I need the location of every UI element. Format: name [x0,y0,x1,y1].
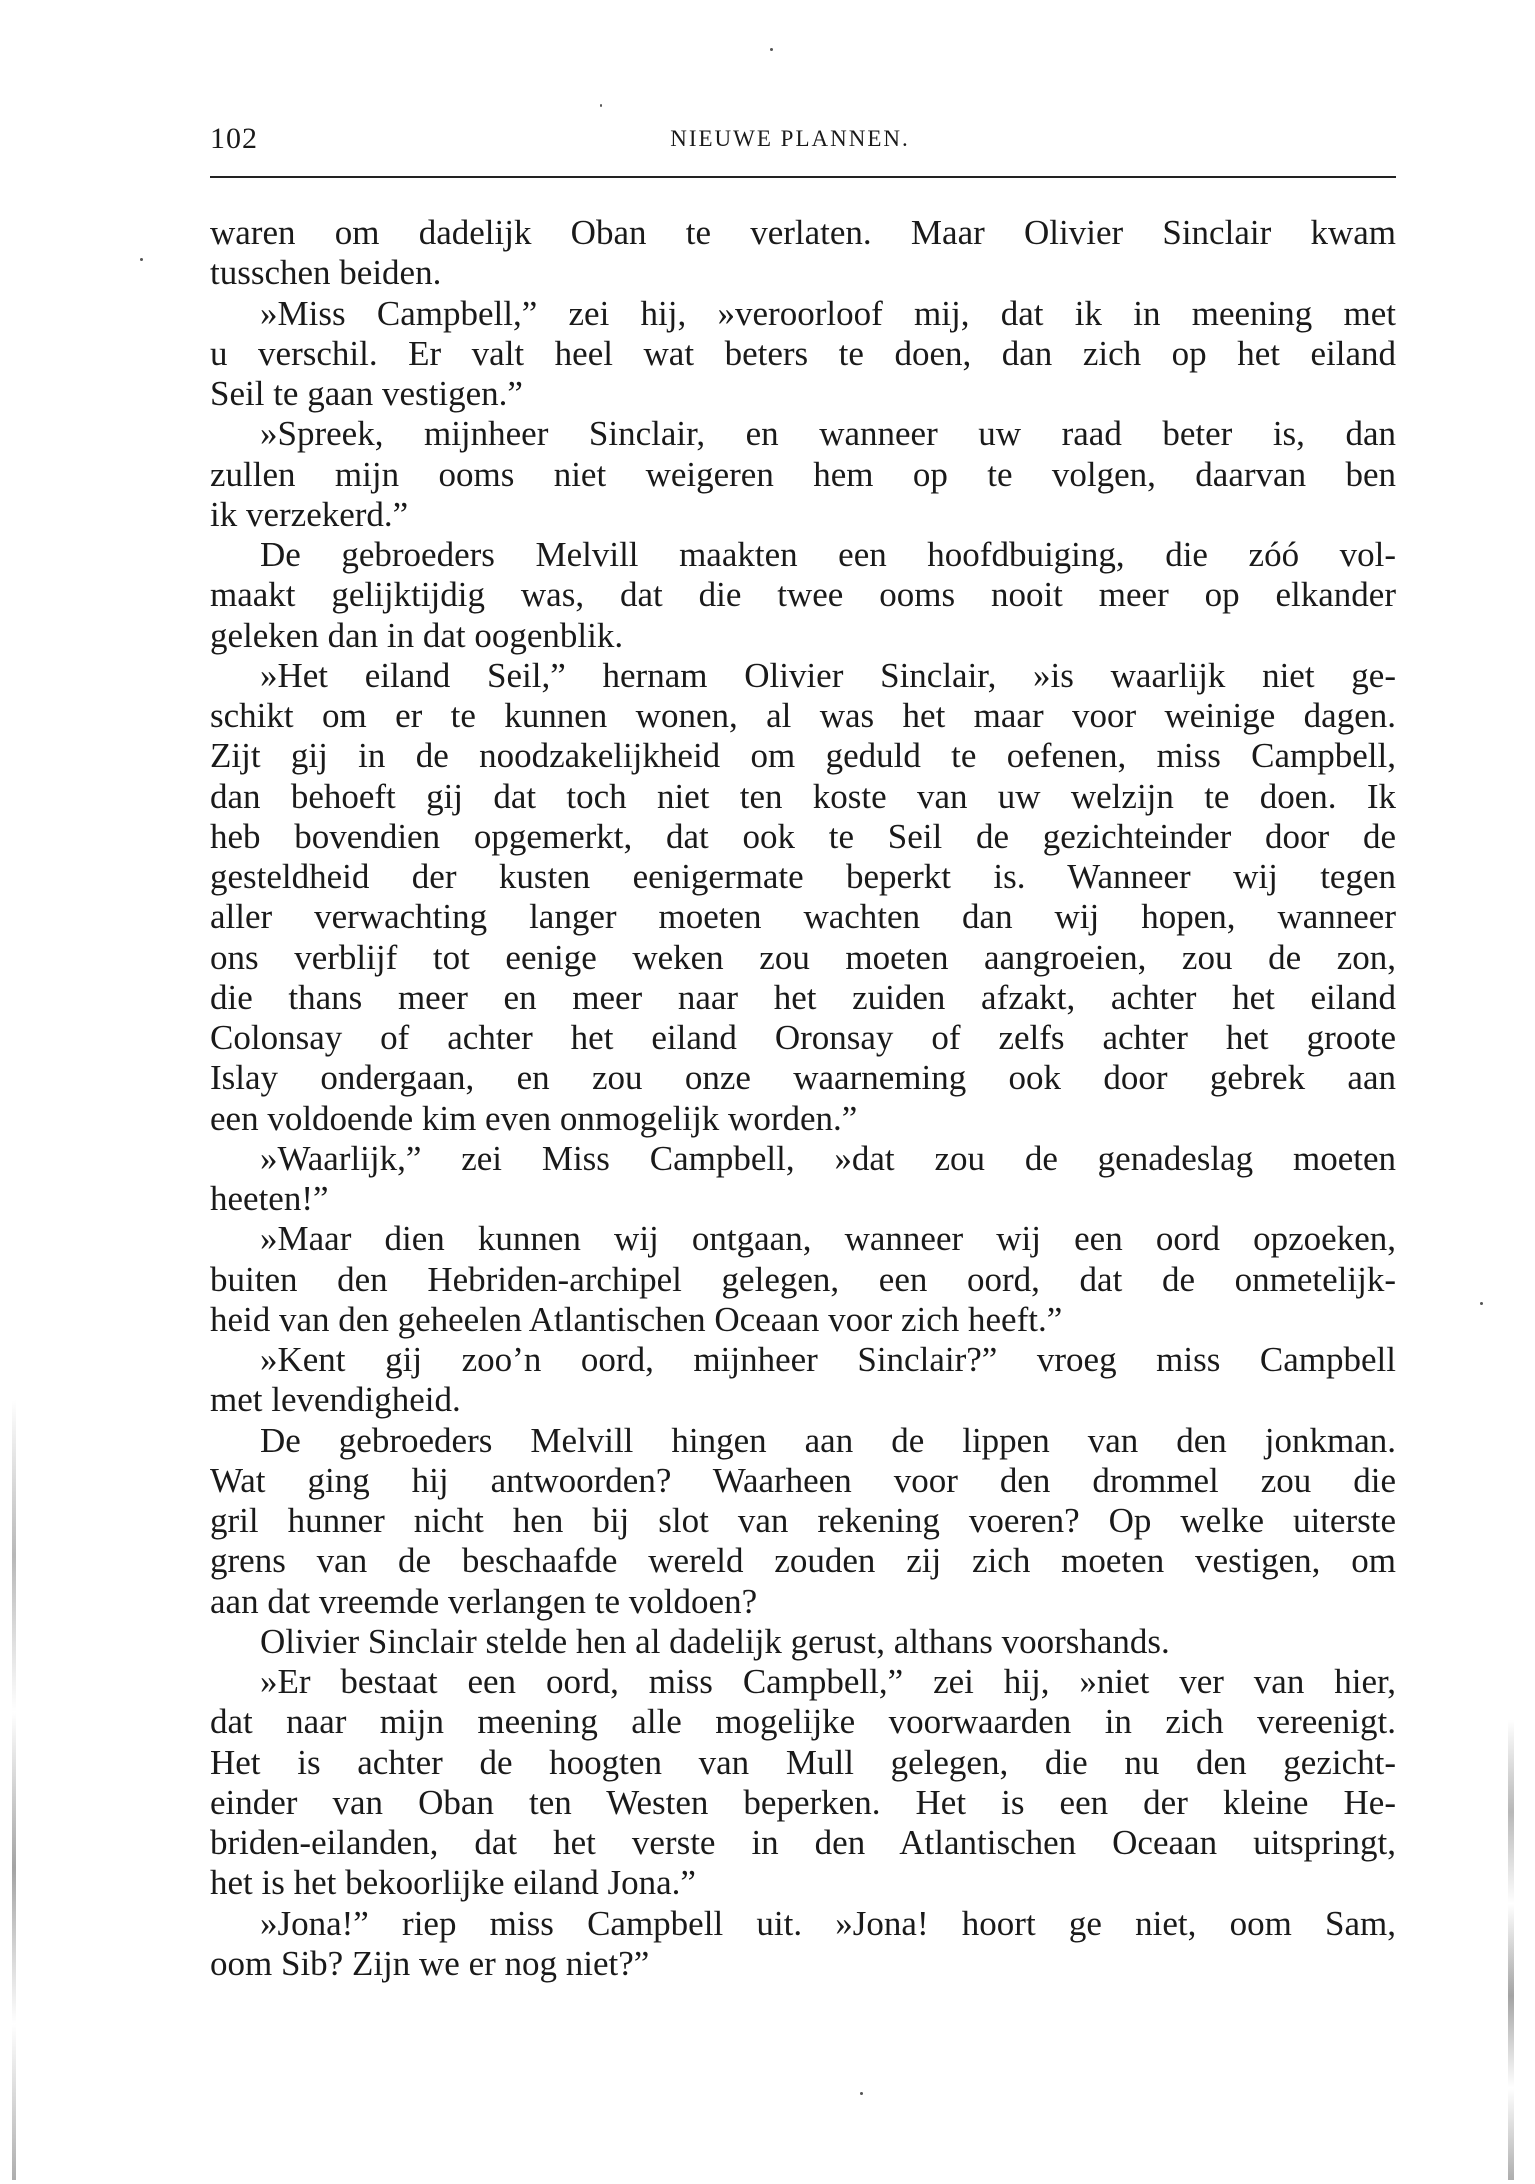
text-line: »Jona!” riep miss Campbell uit. »Jona! hoort ge niet, oom Sam, [260,1903,1396,1943]
running-head: NIEUWE PLANNEN. [670,126,910,151]
text-line: Colonsay of achter het eiland Oronsay of zelfs achter het groote [210,1018,1396,1057]
text-line: ik verzekerd.” [210,494,409,534]
text-line: waren om dadelijk Oban te verlaten. Maar Olivier Sinclair kwam [210,213,1396,252]
text-line: ons verblijf tot eenige weken zou moeten aangroeien, zou de zon, [210,937,1396,977]
text-line: »Waarlijk,” zei Miss Campbell, »dat zou de genadeslag moeten [260,1138,1396,1178]
paragraph [210,213,1396,294]
text-line: u verschil. Er valt heel wat beters te doen, dan zich op het eiland [210,333,1396,373]
text-line: heid van den geheelen Atlantischen Oceaan voor zich heeft.” [210,1299,1063,1339]
paragraph [210,535,1396,656]
paragraph [210,1139,1396,1220]
text-line: het is het bekoorlijke eiland Jona.” [210,1863,696,1903]
text-line: gril hunner nicht hen bij slot van rekening voeren? Op welke uiterste [210,1501,1396,1540]
text-line: Islay ondergaan, en zou onze waarneming ook door gebrek aan [210,1058,1396,1098]
text-line: oom Sib? Zijn we er nog niet?” [210,1943,650,1983]
paragraph [210,1662,1396,1904]
scan-speck [860,2092,863,2095]
text-line: heeten!” [210,1179,329,1218]
text-line: met levendigheid. [210,1380,461,1420]
text-line: »Kent gij zoo’n oord, mijnheer Sinclair?” vroeg miss Campbell [260,1340,1396,1379]
scan-edge-left [12,1400,16,2180]
header-rule [210,176,1396,178]
text-line: zullen mijn ooms niet weigeren hem op te volgen, daarvan ben [210,454,1396,494]
scan-speck [140,258,143,261]
page-number: 102 [210,122,258,155]
paragraph [210,294,1396,415]
text-line: einder van Oban ten Westen beperken. Het is een der kleine He- [210,1782,1396,1822]
text-line: Seil te gaan vestigen.” [210,374,523,413]
text-line: aan dat vreemde verlangen te voldoen? [210,1581,758,1621]
text-line: een voldoende kim even onmogelijk worden.” [210,1098,858,1138]
text-line: Olivier Sinclair stelde hen al dadelijk gerust, althans voorshands. [260,1621,1170,1661]
text-line: die thans meer en meer naar het zuiden afzakt, achter het eiland [210,977,1396,1017]
text-line: geleken dan in dat oogenblik. [210,615,624,655]
paragraph [210,1219,1396,1340]
text-line: De gebroeders Melvill maakten een hoofdbuiging, die zóó vol- [260,535,1396,574]
text-line: aller verwachting langer moeten wachten dan wij hopen, wanneer [210,897,1396,937]
text-line: »Miss Campbell,” zei hij, »veroorloof mij, dat ik in meening met [260,293,1396,333]
paragraph [210,414,1396,535]
text-line: tusschen beiden. [210,253,442,293]
paragraph [210,1340,1396,1421]
text-line: dan behoeft gij dat toch niet ten koste van uw welzijn te doen. Ik [210,776,1396,816]
paragraph [210,1622,1396,1662]
text-line: maakt gelijktijdig was, dat die twee ooms nooit meer op elkander [210,575,1396,615]
text-line: gesteldheid der kusten eenigermate beperkt is. Wanneer wij tegen [210,857,1396,896]
text-line: »Maar dien kunnen wij ontgaan, wanneer wij een oord opzoeken, [260,1219,1396,1259]
body-text [210,213,1396,1984]
text-line: »Spreek, mijnheer Sinclair, en wanneer uw raad beter is, dan [260,414,1396,454]
text-line: Wat ging hij antwoorden? Waarheen voor den drommel zou die [210,1460,1396,1500]
text-line: Zijt gij in de noodzakelijkheid om geduld te oefenen, miss Campbell, [210,736,1396,776]
text-line: Het is achter de hoogten van Mull gelegen, die nu den gezicht- [210,1742,1396,1782]
paragraph [210,1904,1396,1985]
paragraph [210,656,1396,1139]
scan-edge-right [1508,1720,1514,2180]
text-line: schikt om er te kunnen wonen, al was het maar voor weinige dagen. [210,696,1396,735]
text-line: »Er bestaat een oord, miss Campbell,” zei hij, »niet ver van hier, [260,1662,1396,1701]
text-line: grens van de beschaafde wereld zouden zij zich moeten vestigen, om [210,1541,1396,1581]
paragraph [210,1421,1396,1622]
scan-speck [770,48,773,51]
text-line: »Het eiland Seil,” hernam Olivier Sinclair, »is waarlijk niet ge- [260,655,1396,695]
text-line: buiten den Hebriden-archipel gelegen, een oord, dat de onmetelijk- [210,1259,1396,1299]
text-line: heb bovendien opgemerkt, dat ook te Seil de gezichteinder door de [210,816,1396,856]
scan-speck [600,104,602,107]
text-line: De gebroeders Melvill hingen aan de lippen van den jonkman. [260,1420,1396,1460]
scan-speck [1480,1302,1483,1305]
text-line: briden-eilanden, dat het verste in den Atlantischen Oceaan uitspringt, [210,1823,1396,1862]
text-line: dat naar mijn meening alle mogelijke voorwaarden in zich vereenigt. [210,1702,1396,1742]
